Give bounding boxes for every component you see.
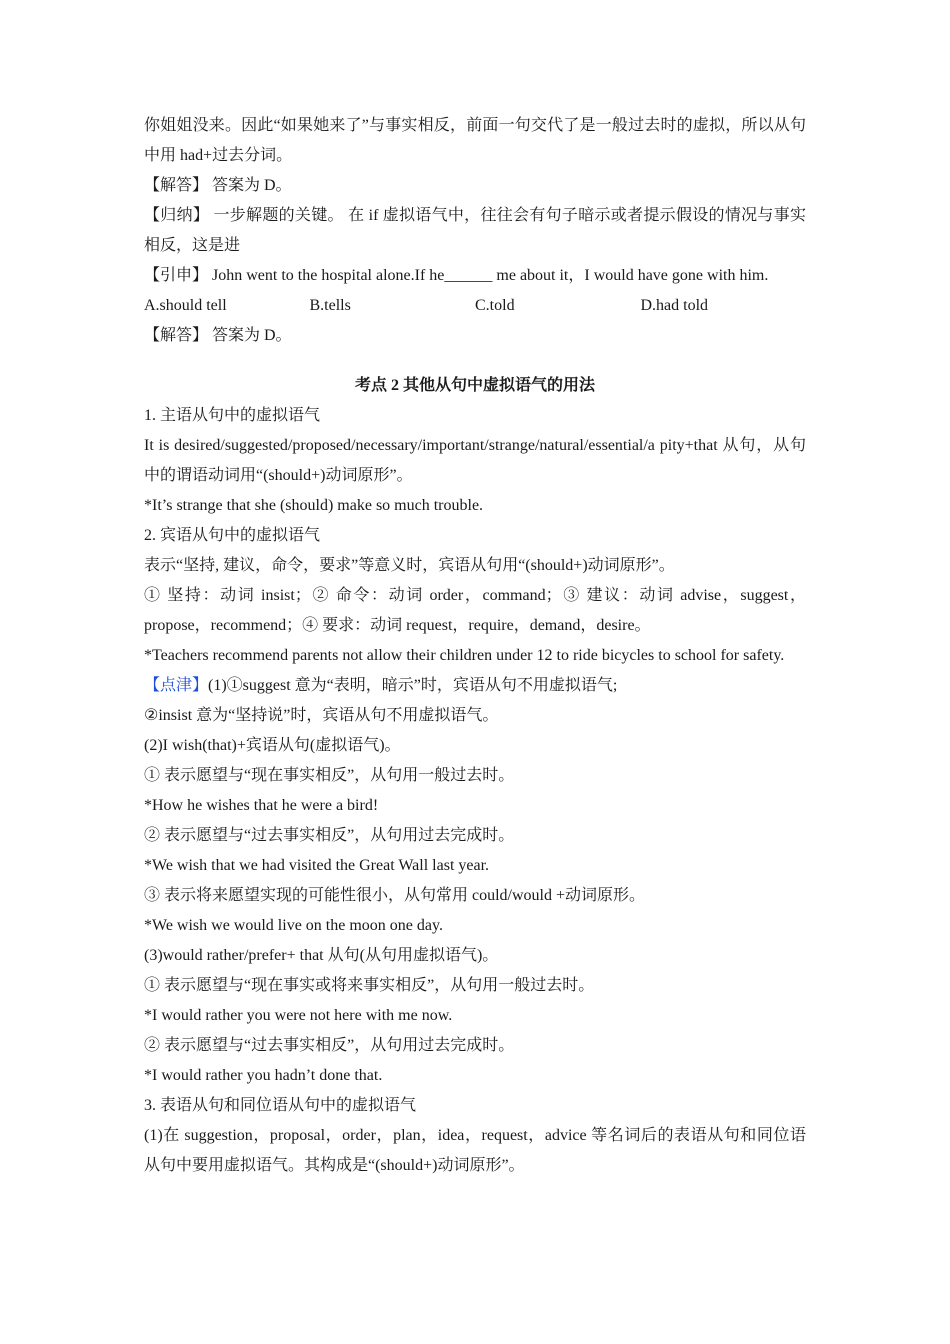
option-d: D.had told — [640, 297, 709, 314]
wish-rule: ① 表示愿望与“现在事实相反”，从句用一般过去时。 — [144, 767, 515, 784]
option-b: B.tells — [309, 297, 351, 314]
wish-rule: ③ 表示将来愿望实现的可能性很小，从句常用 could/would +动词原形。 — [144, 887, 646, 904]
example-sentence: *It’s strange that she (should) make so much trouble. — [144, 497, 484, 514]
paragraph: It is desired/suggested/proposed/necessary/important/strange/natural/essential/a pity+that 从句，从句中的谓语动词用“(should+)动词原形”。 — [144, 437, 806, 484]
example-sentence: *I would rather you hadn’t done that. — [144, 1067, 383, 1084]
section-title: 考点 2 其他从句中虚拟语气的用法 — [354, 377, 595, 394]
tip-label: 【点津】 — [144, 677, 209, 694]
wish-heading: (2)I wish(that)+宾语从句(虚拟语气)。 — [144, 737, 401, 754]
example-sentence: *I would rather you were not here with me now. — [144, 1007, 453, 1024]
example-sentence: *We wish that we had visited the Great Wall last year. — [144, 857, 490, 874]
tip-line: ②insist 意为“坚持说”时，宾语从句不用虚拟语气。 — [144, 707, 499, 724]
paragraph: 表示“坚持, 建议，命令，要求”等意义时，宾语从句用“(should+)动词原形”。 — [144, 557, 675, 574]
summary-line: 【归纳】 一步解题的关键。 在 if 虚拟语气中，往往会有句子暗示或者提示假设的情况与事实相反，这是进 — [144, 207, 806, 254]
tip-line — [144, 671, 806, 701]
example-sentence: *Teachers recommend parents not allow their children under 12 to ride bicycles to school for safety. — [144, 647, 785, 664]
tip-text: (1)①suggest 意为“表明，暗示”时，宾语从句不用虚拟语气; — [208, 677, 618, 694]
paragraph: (1)在 suggestion，proposal，order，plan，idea，request，advice 等名词后的表语从句和同位语从句中要用虚拟语气。其构成是“(should+)动词原形”。 — [144, 1127, 806, 1174]
subsection-heading: 3. 表语从句和同位语从句中的虚拟语气 — [144, 1097, 417, 1114]
subsection-heading: 2. 宾语从句中的虚拟语气 — [144, 527, 321, 544]
option-a: A.should tell — [144, 297, 227, 314]
example-sentence: *How he wishes that he were a bird! — [144, 797, 379, 814]
explanation-text: 你姐姐没来。因此“如果她来了”与事实相反，前面一句交代了是一般过去时的虚拟，所以从句中用 had+过去分词。 — [144, 117, 806, 164]
rather-heading: (3)would rather/prefer+ that 从句(从句用虚拟语气)。 — [144, 947, 499, 964]
answer-line: 【解答】 答案为 D。 — [144, 327, 292, 344]
example-sentence: *We wish we would live on the moon one day. — [144, 917, 443, 934]
subsection-heading: 1. 主语从句中的虚拟语气 — [144, 407, 321, 424]
extension-question: 【引申】 John went to the hospital alone.If he______ me about it，I would have gone with him. — [144, 267, 769, 284]
answer-line: 【解答】 答案为 D。 — [144, 177, 292, 194]
option-c: C.told — [475, 297, 515, 314]
paragraph: ① 坚持：动词 insist；② 命令：动词 order，command；③ 建议：动词 advise，suggest，propose，recommend；④ 要求：动词 request，require，demand，desire。 — [144, 587, 806, 634]
wish-rule: ② 表示愿望与“过去事实相反”，从句用过去完成时。 — [144, 827, 515, 844]
rather-rule: ② 表示愿望与“过去事实相反”，从句用过去完成时。 — [144, 1037, 515, 1054]
options-row — [144, 291, 806, 321]
rather-rule: ① 表示愿望与“现在事实或将来事实相反”，从句用一般过去时。 — [144, 977, 595, 994]
document-page — [144, 111, 806, 1181]
